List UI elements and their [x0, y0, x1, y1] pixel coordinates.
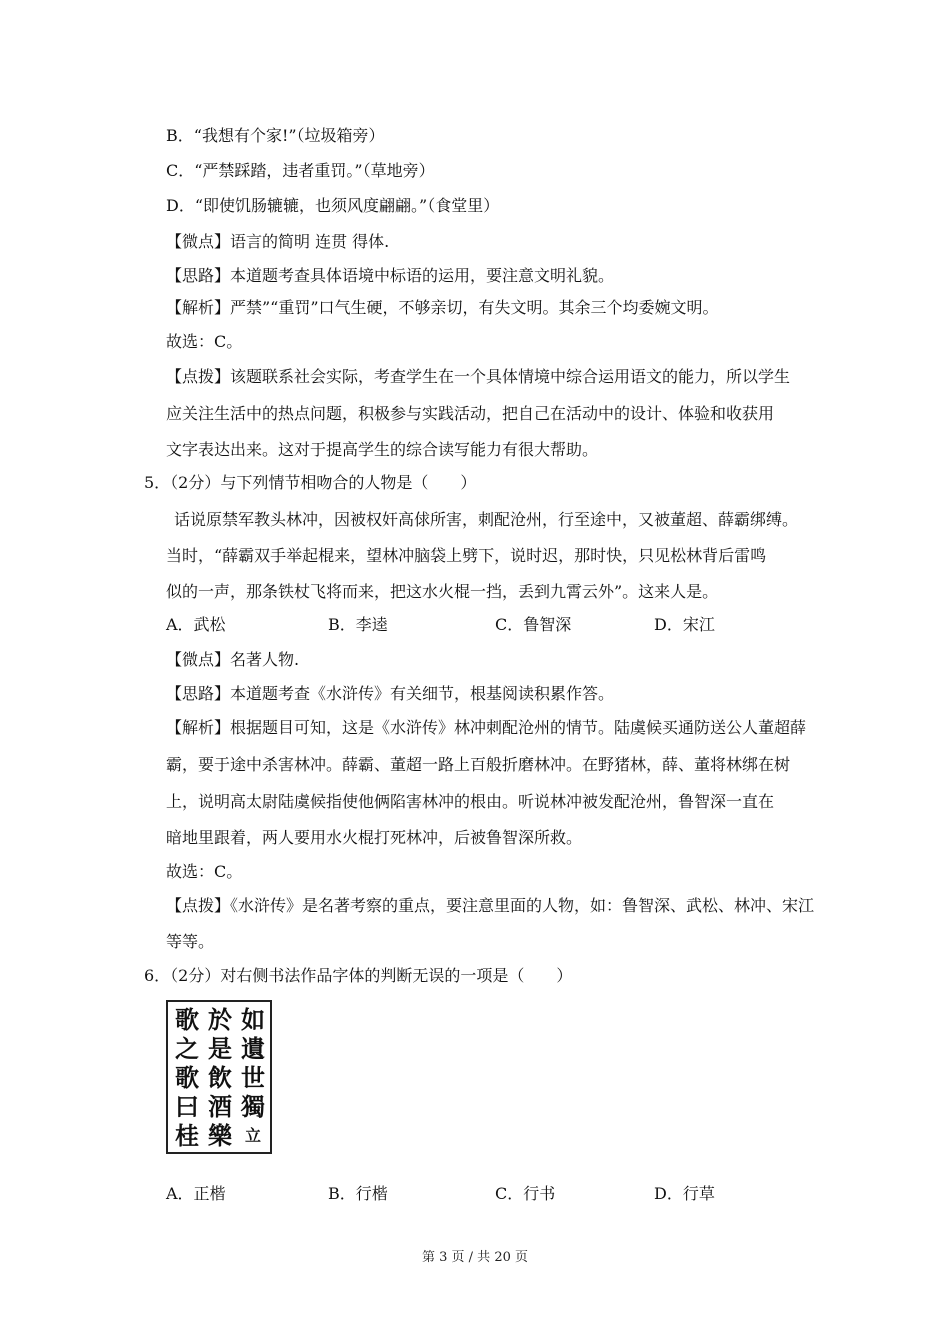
q4-dianbo-line-1: 【点拨】该题联系社会实际，考查学生在一个具体情境中综合运用语文的能力，所以学生	[166, 367, 791, 386]
calligraphy-char: 立	[244, 1126, 261, 1145]
q5-jiexi-line-4: 暗地里跟着，两人要用水火棍打死林冲，后被鲁智深所救。	[166, 828, 583, 847]
q5-options	[0, 615, 950, 637]
q6-option-b: B．行楷	[328, 1184, 388, 1203]
q5-option-b: B．李逵	[328, 615, 388, 634]
calligraphy-column-2	[204, 1005, 236, 1150]
calligraphy-char: 是	[208, 1034, 232, 1063]
calligraphy-char: 之	[175, 1034, 199, 1063]
q5-option-a: A．武松	[166, 615, 226, 634]
q4-weidian: 【微点】语言的简明 连贯 得体.	[166, 232, 390, 251]
q5-weidian: 【微点】名著人物.	[166, 650, 300, 669]
q5-question: 5．（2分）与下列情节相吻合的人物是（ ）	[144, 473, 477, 492]
q5-option-d: D．宋江	[654, 615, 715, 634]
calligraphy-char: 樂	[208, 1121, 232, 1150]
calligraphy-char: 飲	[208, 1063, 232, 1092]
calligraphy-char: 歌	[175, 1005, 199, 1034]
q5-dianbo-line-1: 【点拨】《水浒传》是名著考察的重点，要注意里面的人物，如：鲁智深、武松、林冲、宋江	[166, 896, 815, 915]
q6-option-d: D．行草	[654, 1184, 715, 1203]
q4-option-d: D．“即使饥肠辘辘，也须风度翩翩。”（食堂里）	[166, 196, 500, 215]
q6-option-a: A．正楷	[166, 1184, 226, 1203]
q5-dianbo-line-2: 等等。	[166, 932, 215, 951]
q4-option-c: C．“严禁踩踏，违者重罚。”（草地旁）	[166, 161, 435, 180]
calligraphy-column-1	[171, 1005, 203, 1150]
q5-passage-line-2: 当时，“薛霸双手举起棍来，望林冲脑袋上劈下，说时迟，那时快，只见松林背后雷鸣	[166, 546, 767, 565]
q5-passage-line-1: 话说原禁军教头林冲，因被权奸高俅所害，刺配沧州，行至途中，又被董超、薛霸绑缚。	[174, 510, 799, 529]
calligraphy-column-3	[237, 1005, 269, 1150]
calligraphy-char: 如	[241, 1005, 265, 1034]
calligraphy-char: 桂	[175, 1121, 199, 1150]
calligraphy-char: 獨	[241, 1092, 265, 1121]
calligraphy-char: 曰	[175, 1092, 199, 1121]
calligraphy-char: 於	[208, 1005, 232, 1034]
calligraphy-image	[166, 1000, 272, 1154]
q5-jiexi-line-1: 【解析】根据题目可知，这是《水浒传》林冲刺配沧州的情节。陆虞候买通防送公人董超薛	[166, 718, 807, 737]
q4-jiexi: 【解析】严禁”“重罚”口气生硬，不够亲切，有失文明。其余三个均委婉文明。	[166, 298, 719, 317]
q4-dianbo-line-3: 文字表达出来。这对于提高学生的综合读写能力有很大帮助。	[166, 440, 599, 459]
q6-question: 6．（2分）对右侧书法作品字体的判断无误的一项是（ ）	[144, 966, 573, 985]
q6-options	[0, 1184, 950, 1206]
q5-jiexi-line-2: 霸，要于途中杀害林冲。薛霸、董超一路上百般折磨林冲。在野猪林，薛、董将林绑在树	[166, 755, 791, 774]
calligraphy-char: 遺	[241, 1034, 265, 1063]
q4-option-b: B．“我想有个家!”（垃圾箱旁）	[166, 126, 385, 145]
q5-silu: 【思路】本道题考查《水浒传》有关细节，根基阅读积累作答。	[166, 684, 615, 703]
calligraphy-char: 世	[241, 1063, 265, 1092]
q6-option-c: C．行书	[495, 1184, 556, 1203]
q5-answer: 故选：C。	[166, 862, 243, 881]
q5-passage-line-3: 似的一声，那条铁杖飞将而来，把这水火棍一挡，丢到九霄云外”。这来人是。	[166, 582, 719, 601]
q4-silu: 【思路】本道题考查具体语境中标语的运用，要注意文明礼貌。	[166, 266, 615, 285]
q4-answer: 故选：C。	[166, 332, 243, 351]
calligraphy-char: 酒	[208, 1092, 232, 1121]
page-footer: 第 3 页 / 共 20 页	[422, 1250, 528, 1265]
q5-option-c: C．鲁智深	[495, 615, 572, 634]
calligraphy-char: 歌	[175, 1063, 199, 1092]
q5-jiexi-line-3: 上，说明高太尉陆虞候指使他俩陷害林冲的根由。听说林冲被发配沧州，鲁智深一直在	[166, 792, 775, 811]
q4-dianbo-line-2: 应关注生活中的热点问题，积极参与实践活动，把自己在活动中的设计、体验和收获用	[166, 404, 775, 423]
